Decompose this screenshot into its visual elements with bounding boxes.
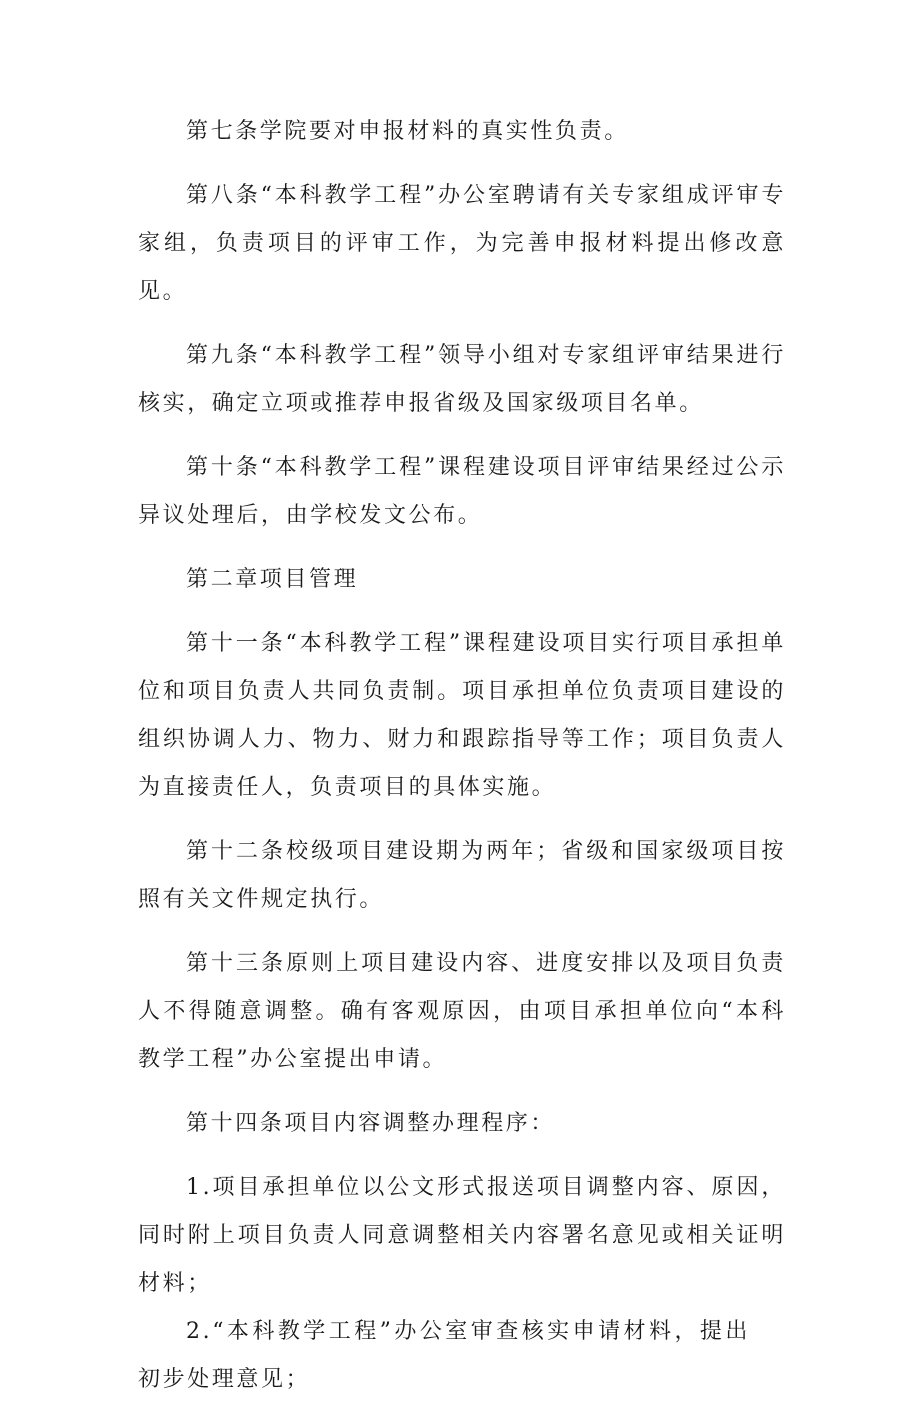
article-12-paragraph: 第十二条校级项目建设期为两年；省级和国家级项目按照有关文件规定执行。	[138, 839, 786, 912]
article-8-paragraph: 第八条“本科教学工程”办公室聘请有关专家组成评审专家组，负责项目的评审工作，为完善申报材料提出修改意见。	[138, 183, 786, 304]
procedure-step-2: 2.“本科教学工程”办公室审查核实申请材料，提出初步处理意见；	[138, 1319, 750, 1392]
article-14-paragraph: 第十四条项目内容调整办理程序：	[186, 1111, 556, 1136]
document-body	[138, 108, 786, 1420]
article-10-paragraph: 第十条“本科教学工程”课程建设项目评审结果经过公示异议处理后，由学校发文公布。	[138, 455, 786, 528]
article-9-paragraph: 第九条“本科教学工程”领导小组对专家组评审结果进行核实，确定立项或推荐申报省级及国家级项目名单。	[138, 343, 786, 416]
article-11-paragraph: 第十一条“本科教学工程”课程建设项目实行项目承担单位和项目负责人共同负责制。项目承担单位负责项目建设的组织协调人力、物力、财力和跟踪指导等工作；项目负责人为直接责任人，负责项目的具体实施。	[138, 631, 786, 800]
chapter-2-heading: 第二章项目管理	[186, 567, 359, 592]
procedure-step-1: 1.项目承担单位以公文形式报送项目调整内容、原因，同时附上项目负责人同意调整相关内容署名意见或相关证明材料；	[138, 1175, 786, 1296]
article-13-paragraph: 第十三条原则上项目建设内容、进度安排以及项目负责人不得随意调整。确有客观原因，由项目承担单位向“本科教学工程”办公室提出申请。	[138, 951, 786, 1072]
article-7-paragraph: 第七条学院要对申报材料的真实性负责。	[186, 119, 629, 144]
